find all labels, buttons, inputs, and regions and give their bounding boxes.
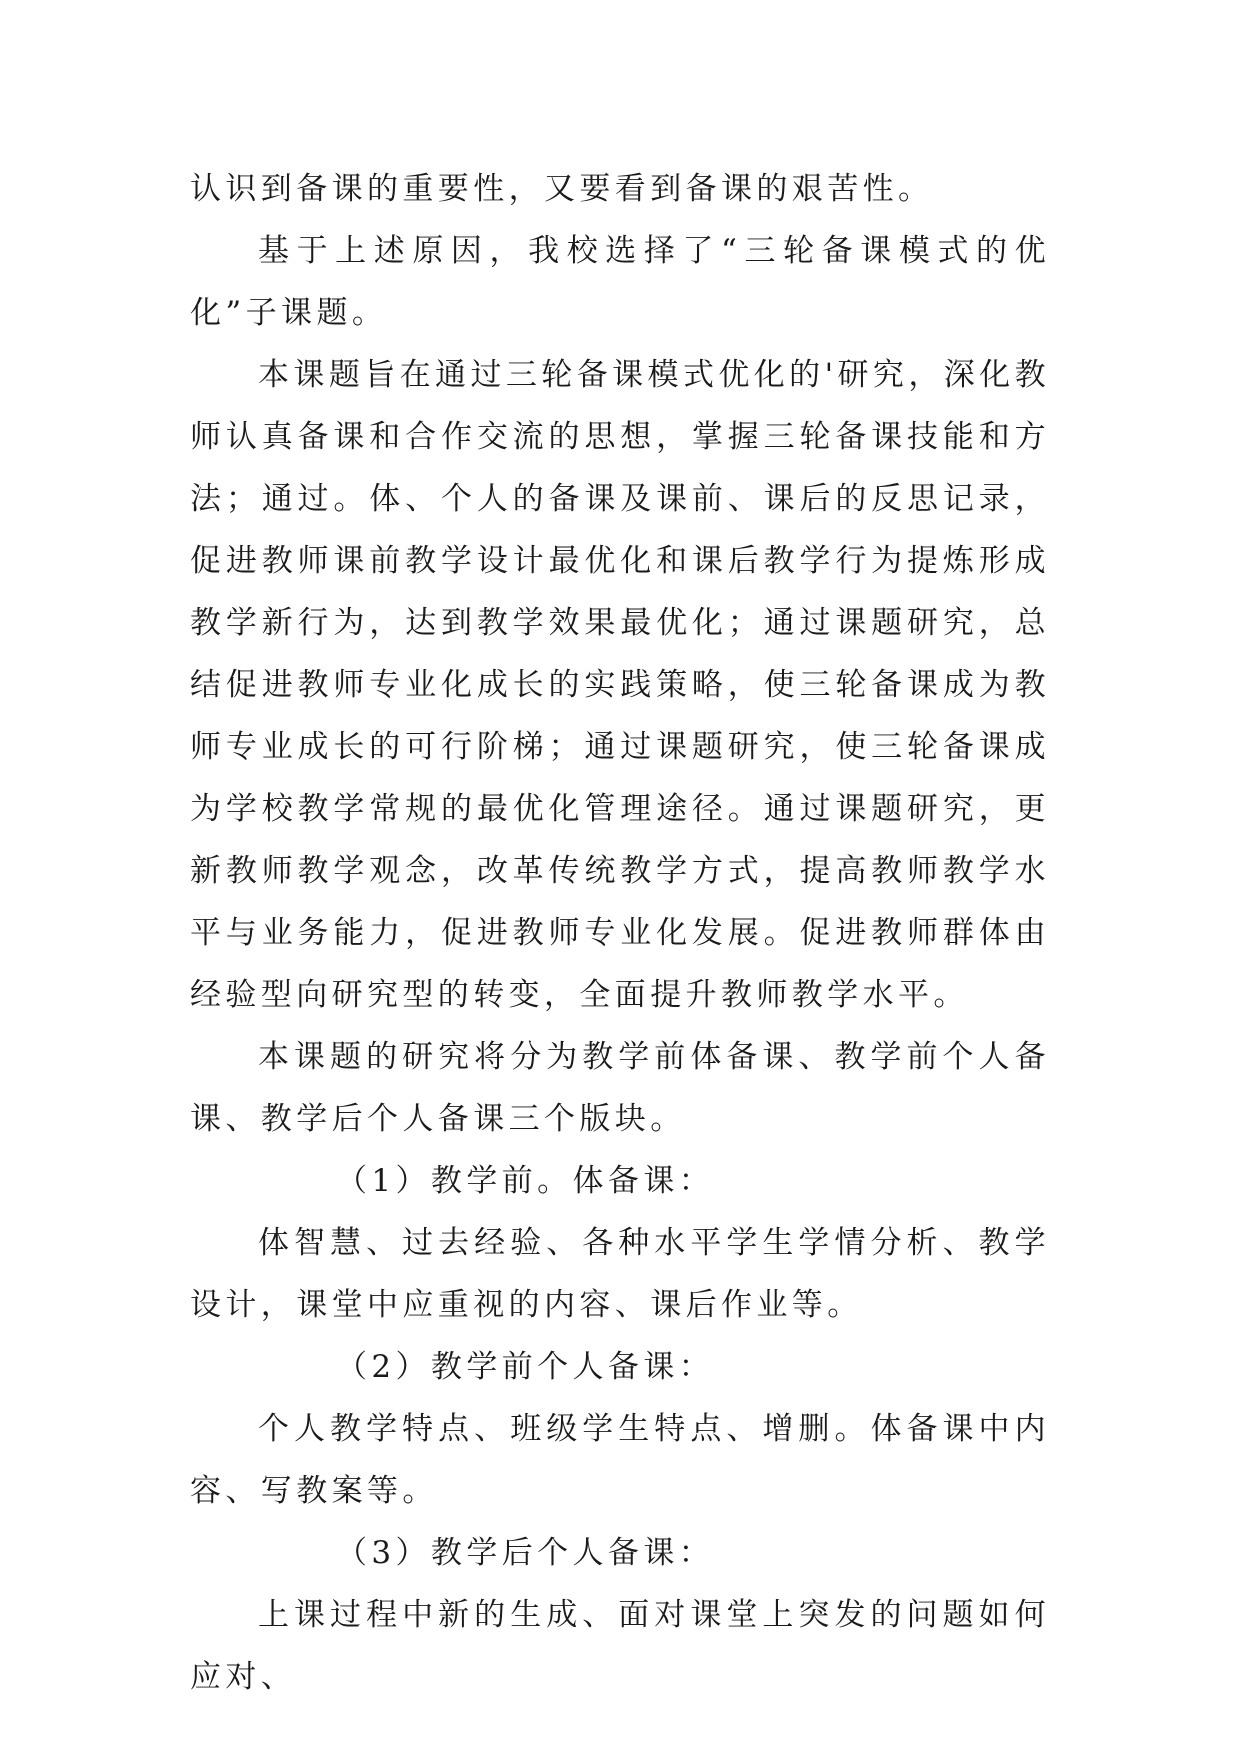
item-body-1: 体智慧、过去经验、各种水平学生学情分析、教学设计，课堂中应重视的内容、课后作业等。: [190, 1225, 1050, 1323]
document-body: [190, 158, 1050, 1708]
item-heading-2: （2）教学前个人备课：: [336, 1349, 715, 1385]
item-body-3: 上课过程中新的生成、面对课堂上突发的问题如何应对、: [190, 1597, 1050, 1695]
item-heading-1: （1）教学前。体备课：: [336, 1163, 715, 1199]
item-body-2: 个人教学特点、班级学生特点、增删。体备课中内容、写教案等。: [190, 1411, 1050, 1509]
item-heading-3: （3）教学后个人备课：: [336, 1535, 715, 1571]
paragraph-purpose: 本课题旨在通过三轮备课模式优化的'研究，深化教师认真备课和合作交流的思想，掌握三轮备课技能和方法；通过。体、个人的备课及课前、课后的反思记录，促进教师课前教学设计最优化和课后教学行为提炼形成教学新行为，达到教学效果最优化；通过课题研究，总结促进教师专业化成长的实践策略，使三轮备课成为教师专业成长的可行阶梯；通过课题研究，使三轮备课成为学校教学常规的最优化管理途径。通过课题研究，更新教师教学观念，改革传统教学方式，提高教师教学水平与业务能力，促进教师专业化发展。促进教师群体由经验型向研究型的转变，全面提升教师教学水平。: [190, 357, 1050, 1013]
paragraph-reason: 基于上述原因，我校选择了“三轮备课模式的优化”子课题。: [190, 233, 1050, 331]
paragraph-continuation: 认识到备课的重要性，又要看到备课的艰苦性。: [190, 171, 934, 207]
paragraph-structure: 本课题的研究将分为教学前体备课、教学前个人备课、教学后个人备课三个版块。: [190, 1039, 1050, 1137]
